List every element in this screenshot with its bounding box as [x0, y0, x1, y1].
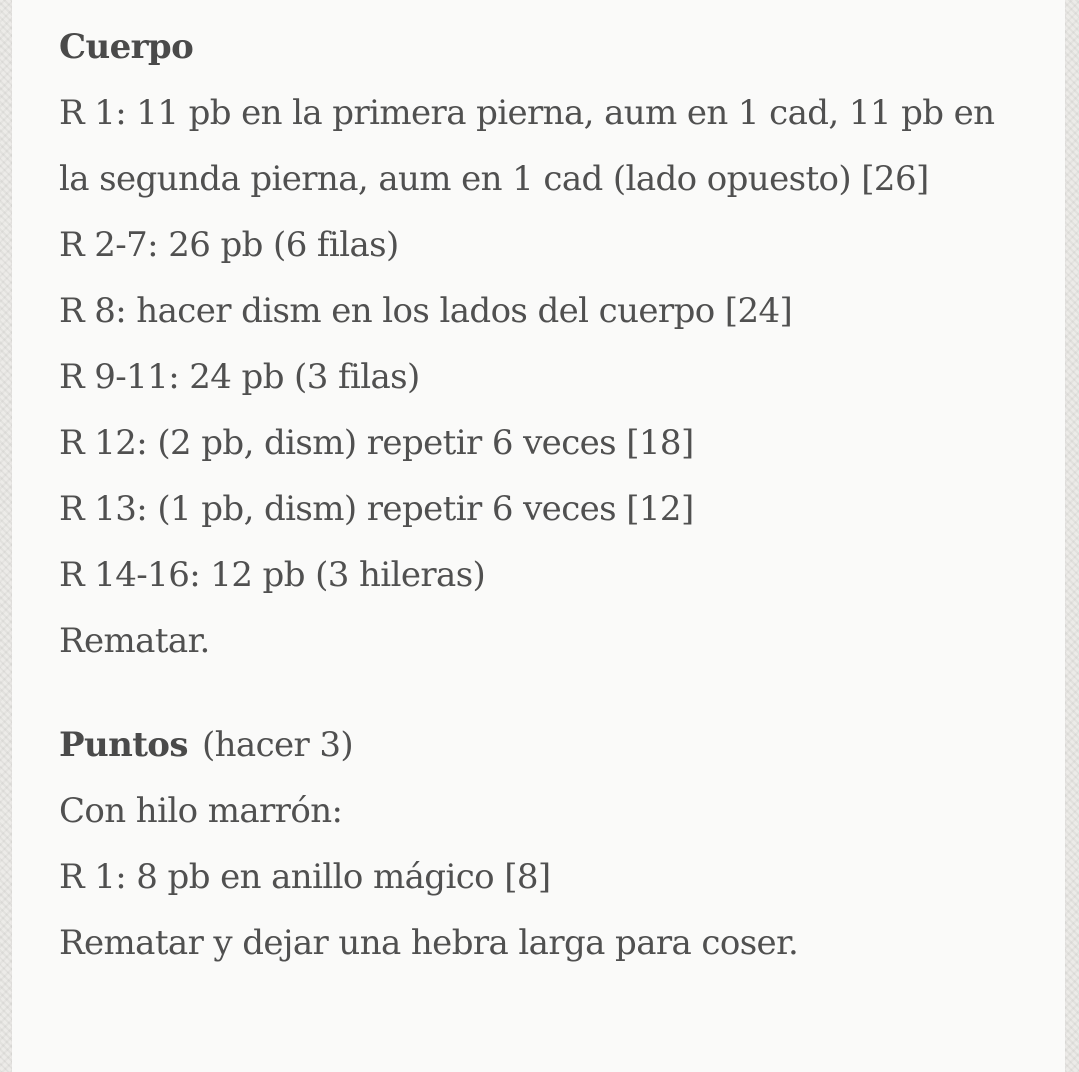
finish-instruction: Rematar y dejar una hebra larga para coser. [59, 923, 799, 963]
yarn-instruction: Con hilo marrón: [59, 791, 343, 831]
pattern-row-14-16: R 14-16: 12 pb (3 hileras) [59, 555, 486, 595]
pattern-row-9-11: R 9-11: 24 pb (3 filas) [59, 357, 420, 397]
pattern-row-13: R 13: (1 pb, dism) repetir 6 veces [12] [59, 489, 694, 529]
pattern-row-2-7: R 2-7: 26 pb (6 filas) [59, 225, 399, 265]
section-heading-row [59, 712, 1045, 778]
section-heading-note: (hacer 3) [201, 725, 354, 765]
pattern-row-12: R 12: (2 pb, dism) repetir 6 veces [18] [59, 423, 694, 463]
document-page [12, 0, 1065, 1072]
finish-instruction: Rematar. [59, 621, 210, 661]
section-cuerpo [59, 14, 1045, 674]
section-puntos [59, 712, 1045, 976]
pattern-content [59, 14, 1045, 976]
section-heading-puntos: Puntos [59, 725, 188, 765]
pattern-row-1: R 1: 8 pb en anillo mágico [8] [59, 857, 551, 897]
page-edge-left [0, 0, 12, 1072]
page-edge-right [1065, 0, 1079, 1072]
pattern-row-1: R 1: 11 pb en la primera pierna, aum en 1 cad, 11 pb en la segunda pierna, aum en 1 cad (lado opuesto) [26] [59, 93, 995, 199]
section-heading-cuerpo: Cuerpo [59, 27, 194, 67]
pattern-row-8: R 8: hacer dism en los lados del cuerpo [24] [59, 291, 793, 331]
